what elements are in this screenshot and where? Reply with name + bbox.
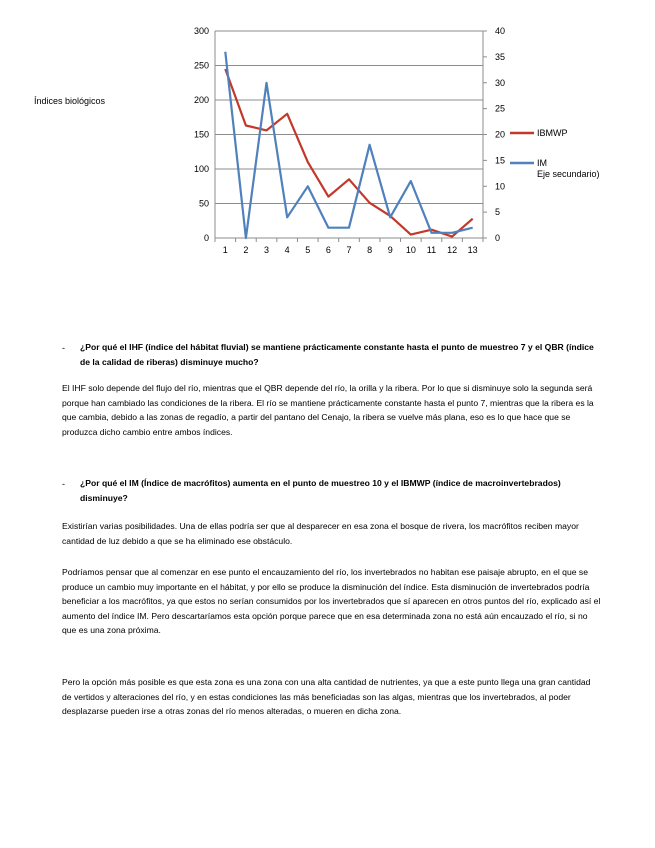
answer-2-paragraph-1: Existirían varias posibilidades. Una de ellas podría ser que al desparecer en esa zona el bosque de rivera, los macrófitos reciben mayor cantidad de luz debido a que se ha eliminado ese obstáculo. bbox=[62, 521, 579, 546]
legend-label: IM bbox=[537, 158, 547, 168]
y-right-tick-label: 40 bbox=[495, 26, 506, 36]
question-1-dash: - bbox=[62, 343, 65, 353]
legend-label: Eje secundario) bbox=[537, 169, 600, 179]
chart bbox=[0, 0, 655, 280]
series-line-2 bbox=[225, 52, 472, 238]
series-line-1 bbox=[225, 69, 472, 237]
x-tick-label: 7 bbox=[346, 245, 352, 255]
y-left-tick-label: 300 bbox=[193, 26, 209, 36]
y-left-tick-label: 150 bbox=[193, 129, 209, 140]
x-tick-label: 8 bbox=[367, 245, 373, 255]
legend-label: IBMWP bbox=[537, 128, 568, 138]
y-axis-title: Índices biológicos bbox=[34, 96, 106, 106]
y-left-tick-label: 200 bbox=[193, 95, 209, 105]
y-right-tick-label: 25 bbox=[495, 103, 506, 114]
answer-1: El IHF solo depende del flujo del río, mientras que el QBR depende del río, la orilla y la ribera. Por lo que si disminuye solo la segunda será porque han cambiado las condiciones de la ribera. El río se mantiene prácticamente constante hasta el punto 7, mientras que la ribera es la que cambia, debido a las zonas de regadío, a partir del pantano del Cenajo, la ribera se vuelve más plana, eso es lo que hace que se produzca dicho cambio entre ambos índices. bbox=[62, 383, 594, 437]
x-tick-label: 1 bbox=[222, 245, 228, 255]
y-left-tick-label: 0 bbox=[203, 233, 209, 243]
x-tick-label: 3 bbox=[264, 245, 270, 255]
answer-2-paragraph-2: Podríamos pensar que al comenzar en ese punto el encauzamiento del río, los invertebrados no habitan ese paisaje abrupto, en el que se produce un cambio muy importante en el hábitat, y por ello se produce la disminución del índice. Esta disminución de invertebrados podría beneficiar a los macrófitos, ya que estos no serían consumidos por los invertebrados que sí aparecen en otros puntos del río, explicado así el aumento del índice IM. Pero descartaríamos esta opción porque parece que en esa determinada zona no está aún encauzado el río, si no que es una zona próxima. bbox=[62, 567, 601, 636]
question-1: ¿Por qué el IHF (índice del hábitat fluvial) se mantiene prácticamente constante hasta el punto de muestreo 7 y el QBR (índice de la calidad de riberas) disminuye mucho? bbox=[80, 342, 594, 367]
x-tick-label: 13 bbox=[467, 245, 478, 255]
y-right-tick-label: 35 bbox=[495, 51, 506, 62]
y-right-tick-label: 20 bbox=[495, 129, 506, 140]
y-right-tick-label: 30 bbox=[495, 77, 506, 88]
x-tick-label: 10 bbox=[405, 245, 416, 255]
answer-2-paragraph-3: Pero la opción más posible es que esta zona es una zona con una alta cantidad de nutrientes, ya que a este punto llega una gran cantidad de vertidos y alteraciones del río, y en estas condiciones las más beneficiadas son las algas, mientras que los invertebrados, al poder desplazarse pueden irse a otras zonas del río menos alteradas, o mueren en dicha zona. bbox=[62, 677, 591, 717]
y-right-tick-label: 10 bbox=[495, 181, 506, 192]
x-tick-label: 11 bbox=[426, 245, 437, 255]
y-left-tick-label: 50 bbox=[198, 198, 209, 209]
x-tick-label: 5 bbox=[305, 245, 311, 255]
y-right-tick-label: 15 bbox=[495, 155, 506, 166]
x-tick-label: 6 bbox=[325, 245, 331, 255]
y-right-tick-label: 5 bbox=[495, 207, 501, 218]
y-left-tick-label: 100 bbox=[193, 164, 209, 174]
x-tick-label: 12 bbox=[447, 245, 458, 255]
line-chart bbox=[0, 0, 655, 280]
question-2-dash: - bbox=[62, 479, 65, 489]
y-right-tick-label: 0 bbox=[495, 233, 501, 243]
x-tick-label: 2 bbox=[243, 245, 249, 255]
y-left-tick-label: 250 bbox=[193, 60, 209, 71]
question-2: ¿Por qué el IM (Índice de macrófitos) aumenta en el punto de muestreo 10 y el IBMWP (índice de macroinvertebrados) disminuye? bbox=[80, 478, 561, 503]
x-tick-label: 9 bbox=[387, 245, 393, 255]
x-tick-label: 4 bbox=[284, 245, 290, 255]
